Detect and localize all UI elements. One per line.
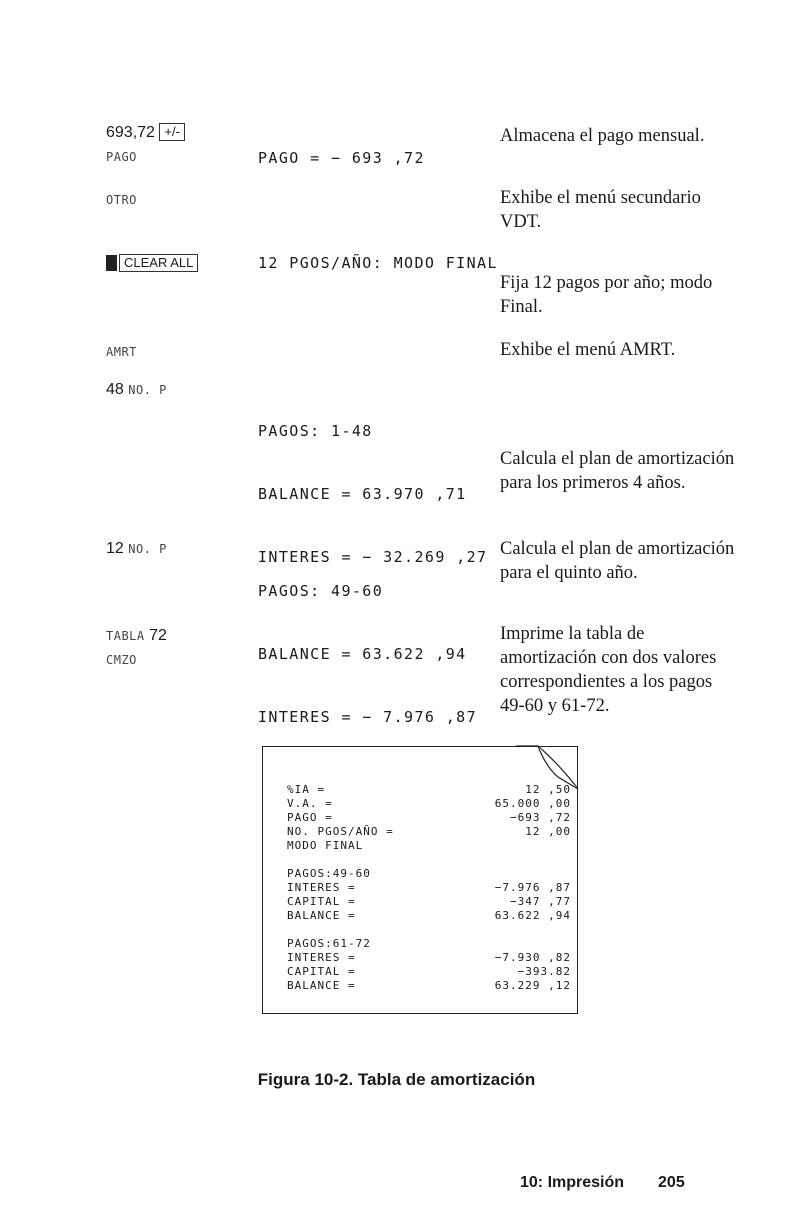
tape-label: BALANCE = [287, 979, 356, 992]
page-number: 205 [658, 1174, 685, 1191]
chapter-title: 10: Impresión [520, 1174, 625, 1191]
tape-label: PAGOS:49-60 [287, 867, 371, 880]
step7-keys [106, 624, 167, 672]
tape-row [287, 881, 571, 895]
tape-row [287, 825, 571, 839]
step6-description: Calcula el plan de amortización para el quinto año. [500, 539, 735, 583]
paper-curl-icon [516, 745, 580, 793]
tape-label: INTERES = [287, 951, 356, 964]
clear-all-key: CLEAR ALL [119, 254, 198, 272]
menu-key-pago: PAGO [106, 150, 137, 164]
figure-caption: Figura 10-2. Tabla de amortización [257, 1070, 536, 1089]
tape-row [287, 965, 571, 979]
tape-row [287, 979, 571, 993]
page-footer [520, 1174, 685, 1192]
sign-change-key: +/- [159, 123, 185, 141]
display-line: INTERES = − 32.269 ,27 [258, 548, 488, 566]
step4-keys [106, 340, 137, 364]
menu-key-cmzo: CMZO [106, 653, 137, 667]
tape-row [287, 937, 571, 951]
tape-label: %IA = [287, 783, 326, 796]
tape-value: −7.930 ,82 [494, 951, 571, 964]
menu-key-no-p: NO. P [128, 383, 167, 397]
tape-label: V.A. = [287, 797, 333, 810]
step2-keys [106, 188, 137, 212]
step3-keys [106, 252, 198, 276]
menu-key-no-p: NO. P [128, 542, 167, 556]
menu-key-tabla: TABLA [106, 629, 145, 643]
tape-label: INTERES = [287, 881, 356, 894]
tape-value: −347 ,77 [510, 895, 571, 908]
step7-description: Imprime la tabla de amortización con dos valores correspondientes a los pagos 49-60 y 61-72. [500, 624, 717, 716]
step5-keys [106, 378, 167, 402]
tape-value: 63.622 ,94 [494, 909, 571, 922]
display-line: PAGOS: 1-48 [258, 422, 373, 440]
tape-label: PAGO = [287, 811, 333, 824]
tape-value: −393.82 [517, 965, 571, 978]
value-entry: 693,72 [106, 124, 155, 141]
step3-description: Fija 12 pagos por año; modo Final. [500, 273, 713, 317]
tape-row [287, 797, 571, 811]
tape-row [287, 839, 571, 853]
tape-label: BALANCE = [287, 909, 356, 922]
tape-value: 12 ,00 [525, 825, 571, 838]
tape-label: CAPITAL = [287, 965, 356, 978]
step2-description: Exhibe el menú secundario VDT. [500, 188, 701, 232]
tape-value: 63.229 ,12 [494, 979, 571, 992]
value-entry: 48 [106, 381, 124, 398]
tape-value: −7.976 ,87 [494, 881, 571, 894]
step1-keys [106, 121, 185, 169]
step6-display [258, 539, 477, 749]
value-entry: 12 [106, 540, 124, 557]
tape-row [287, 811, 571, 825]
tape-row [287, 867, 571, 881]
menu-key-amrt: AMRT [106, 345, 137, 359]
tape-value: −693 ,72 [510, 811, 571, 824]
tape-value: 65.000 ,00 [494, 797, 571, 810]
tape-rows [287, 783, 571, 993]
step1-description: Almacena el pago mensual. [500, 126, 705, 146]
display-line: PAGOS: 49-60 [258, 582, 384, 600]
step6-keys [106, 537, 167, 561]
display-line: BALANCE = 63.622 ,94 [258, 645, 467, 663]
tape-value: 12 ,50 [525, 783, 571, 796]
step5-description: Calcula el plan de amortización para los primeros 4 años. [500, 449, 735, 493]
step3-display: 12 PGOS/AÑO: MODO FINAL [258, 254, 498, 272]
tape-label: PAGOS:61-72 [287, 937, 371, 950]
tape-label: CAPITAL = [287, 895, 356, 908]
tape-row [287, 909, 571, 923]
step1-display: PAGO = − 693 ,72 [258, 149, 425, 167]
tape-row [287, 951, 571, 965]
tape-label: NO. PGOS/AÑO = [287, 825, 394, 838]
shift-key-icon [106, 255, 117, 271]
menu-key-otro: OTRO [106, 193, 137, 207]
tape-row [287, 895, 571, 909]
value-entry: 72 [149, 627, 167, 644]
display-line: BALANCE = 63.970 ,71 [258, 485, 467, 503]
step4-description: Exhibe el menú AMRT. [500, 340, 676, 360]
tape-label: MODO FINAL [287, 839, 364, 852]
display-line: INTERES = − 7.976 ,87 [258, 708, 478, 726]
